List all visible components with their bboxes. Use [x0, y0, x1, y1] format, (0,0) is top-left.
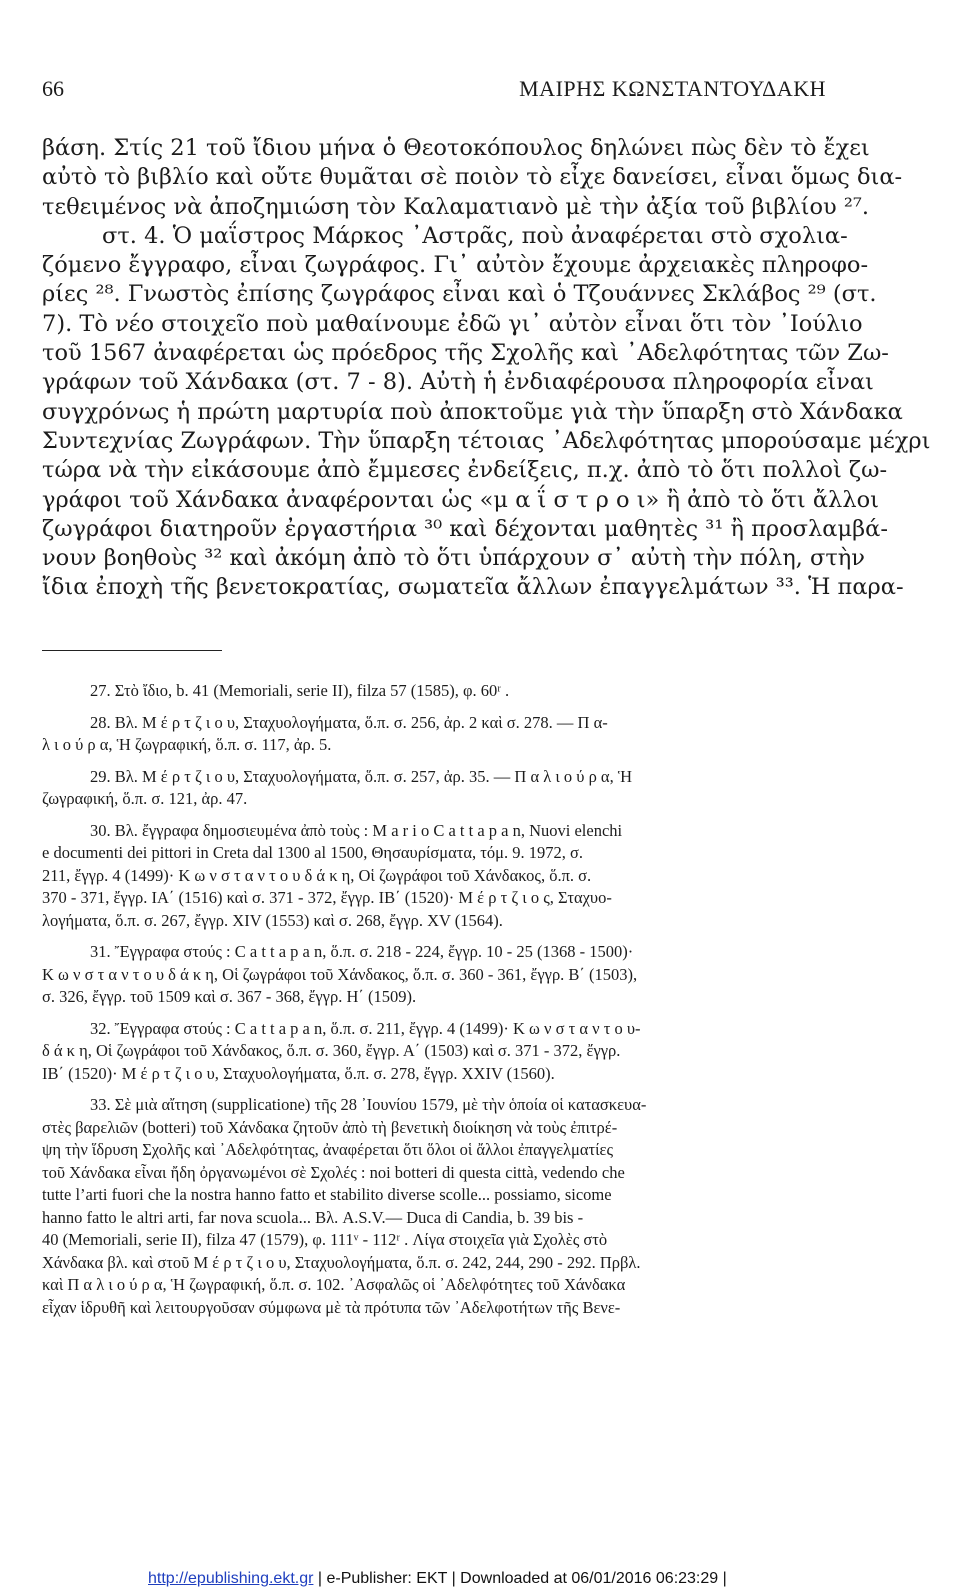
footer-text: | e-Publisher: EKT | Downloaded at 06/01/2016 06:23:29 | — [313, 1570, 727, 1587]
body-line: τώρα νὰ τὴν εἰκάσουμε ἀπὸ ἔμμεσες ἐνδείξεις, π.χ. ἀπὸ τὸ ὅτι πολλοὶ ζω- — [42, 457, 888, 484]
footnote-31 — [42, 941, 817, 1009]
footnote-divider — [42, 650, 222, 651]
footnote-line: Κ ω ν σ τ α ν τ ο υ δ ά κ η, Οἱ ζωγράφοι τοῦ Χάνδακος, ὅ.π. σ. 360 - 361, ἔγγρ. Β΄ (1503), — [42, 964, 638, 984]
footnote-33 — [42, 1094, 817, 1319]
footnote-line: e documenti dei pittori in Creta dal 1300 al 1500, Θησαυρίσματα, τόμ. 9. 1972, σ. — [42, 843, 584, 862]
footnote-line: 27. Στὸ ἴδιο, b. 41 (Memoriali, serie II), filza 57 (1585), φ. 60ʳ . — [90, 681, 510, 700]
body-text — [42, 134, 931, 603]
body-line: συγχρόνως ἡ πρώτη μαρτυρία ποὺ ἀποκτοῦμε γιὰ τὴν ὕπαρξη στὸ Χάνδακα — [42, 398, 903, 425]
footnotes — [42, 680, 817, 1319]
footnote-line: 33. Σὲ μιὰ αἴτηση (supplicatione) τῆς 28 ᾿Ιουνίου 1579, μὲ τὴν ὁποία οἱ κατασκευα- — [90, 1095, 647, 1114]
footnote-line: hanno fatto le altri arti, far nova scuola... Βλ. A.S.V.— Duca di Candia, b. 39 bis - — [42, 1207, 584, 1227]
epublishing-link[interactable]: http://epublishing.ekt.gr — [148, 1570, 314, 1587]
body-line: ρίες ²⁸. Γνωστὸς ἐπίσης ζωγράφος εἶναι καὶ ὁ Τζουάννες Σκλάβος ²⁹ (στ. — [42, 281, 877, 308]
body-line: γράφοι τοῦ Χάνδακα ἀναφέρονται ὡς «μ α ΐ σ τ ρ ο ι» ἢ ἀπὸ τὸ ὅτι ἄλλοι — [42, 486, 879, 513]
footnote-line: 31. Ἔγγραφα στούς : C a t t a p a n, ὅ.π. σ. 218 - 224, ἔγγρ. 10 - 25 (1368 - 1500)· — [90, 942, 634, 961]
body-line: Συντεχνίας Ζωγράφων. Τὴν ὕπαρξη τέτοιας ᾿Αδελφότητας μπορούσαμε μέχρι — [42, 427, 931, 454]
body-line: αὐτὸ τὸ βιβλίο καὶ οὔτε θυμᾶται σὲ ποιὸν τὸ εἶχε δανείσει, εἶναι ὅμως δια- — [42, 164, 903, 191]
body-line: νουν βοηθοὺς ³² καὶ ἀκόμη ἀπὸ τὸ ὅτι ὑπάρχουν σ᾿ αὐτὴ τὴν πόλη, στὴν — [42, 545, 865, 572]
footnote-28 — [42, 712, 817, 757]
footnote-line: 40 (Memoriali, serie II), filza 47 (1579), φ. 111ᵛ - 112ʳ . Λίγα στοιχεῖα γιὰ Σχολὲς στὸ — [42, 1230, 608, 1249]
body-line: ἴδια ἐποχὴ τῆς βενετοκρατίας, σωματεῖα ἄλλων ἐπαγγελμάτων ³³. Ἡ παρα- — [42, 574, 904, 601]
footnote-line: 28. Βλ. Μ έ ρ τ ζ ι ο υ, Σταχυολογήματα, ὅ.π. σ. 256, ἀρ. 2 καὶ σ. 278. — Π α- — [90, 712, 608, 732]
body-line: τεθειμένος νὰ ἀποζημιώση τὸν Καλαματιανὸ μὲ τὴν ἀξία τοῦ βιβλίου ²⁷. — [42, 193, 870, 220]
footnote-line: ζωγραφική, ὅ.π. σ. 121, ἀρ. 47. — [42, 789, 248, 808]
footnote-27 — [42, 680, 817, 703]
body-line: βάση. Στίς 21 τοῦ ἴδιου μήνα ὁ Θεοτοκόπουλος δηλώνει πὼς δὲν τὸ ἔχει — [42, 135, 870, 161]
body-line: ζόμενο ἔγγραφο, εἶναι ζωγράφος. Γι᾿ αὐτὸν ἔχουμε ἀρχειακὲς πληροφο- — [42, 252, 869, 279]
body-line: τοῦ 1567 ἀναφέρεται ὡς πρόεδρος τῆς Σχολῆς καὶ ᾿Αδελφότητας τῶν Ζω- — [42, 340, 889, 367]
page-number: 66 — [42, 76, 64, 101]
running-head: ΜΑΙΡΗΣ ΚΩΝΣΤΑΝΤΟΥΔΑΚΗ — [519, 76, 826, 101]
footnote-line: καὶ Π α λ ι ο ύ ρ α, Ἡ ζωγραφική, ὅ.π. σ. 102. ᾿Ασφαλῶς οἱ ᾿Αδελφότητες τοῦ Χάνδακα — [42, 1275, 626, 1294]
footnote-line: ΙΒ΄ (1520)· Μ έ ρ τ ζ ι ο υ, Σταχυολογήματα, ὅ.π. σ. 278, ἔγγρ. XXIV (1560). — [42, 1063, 555, 1083]
footnote-29 — [42, 766, 817, 811]
body-line: γράφων τοῦ Χάνδακα (στ. 7 - 8). Αὐτὴ ἡ ἐνδιαφέρουσα πληροφορία εἶναι — [42, 369, 874, 396]
footnote-32 — [42, 1018, 817, 1086]
footnote-line: στὲς βαρελιῶν (botteri) τοῦ Χάνδακα ζητοῦν ἀπὸ τὴ βενετικὴ διοίκηση νὰ τοὺς ἐπιτρέ- — [42, 1117, 618, 1137]
footnote-line: δ ά κ η, Οἱ ζωγράφοι τοῦ Χάνδακος, ὅ.π. σ. 360, ἔγγρ. Α΄ (1503) καὶ σ. 371 - 372, ἔγγρ. — [42, 1041, 621, 1060]
footnote-line: τοῦ Χάνδακα εἶναι ἤδη ὀργανωμένοι σὲ Σχολές : noi botteri di questa città, vedendo che — [42, 1162, 625, 1182]
footnote-line: σ. 326, ἔγγρ. τοῦ 1509 καὶ σ. 367 - 368, ἔγγρ. Η΄ (1509). — [42, 987, 417, 1006]
footnote-line: 370 - 371, ἔγγρ. ΙΑ΄ (1516) καὶ σ. 371 - 372, ἔγγρ. ΙΒ΄ (1520)· Μ έ ρ τ ζ ι ο ς, Σταχυο- — [42, 888, 612, 907]
footnote-line: λογήματα, ὅ.π. σ. 267, ἔγγρ. XIV (1553) καὶ σ. 268, ἔγγρ. XV (1564). — [42, 910, 503, 930]
footnote-30 — [42, 820, 817, 933]
footnote-line: 30. Βλ. ἔγγραφα δημοσιευμένα ἀπὸ τοὺς : M a r i o C a t t a p a n, Nuovi elenchi — [90, 820, 623, 840]
footnote-line: εἶχαν ἱδρυθῆ καὶ λειτουργοῦσαν σύμφωνα μὲ τὰ πρότυπα τῶν ᾿Αδελφοτήτων τῆς Βενε- — [42, 1297, 621, 1317]
footnote-line: 29. Βλ. Μ έ ρ τ ζ ι ο υ, Σταχυολογήματα, ὅ.π. σ. 257, ἀρ. 35. — Π α λ ι ο ύ ρ α, Ἡ — [90, 766, 633, 786]
body-line: ζωγράφοι διατηροῦν ἐργαστήρια ³⁰ καὶ δέχονται μαθητὲς ³¹ ἢ προσλαμβά- — [42, 515, 888, 542]
footnote-line: 32. Ἔγγραφα στούς : C a t t a p a n, ὅ.π. σ. 211, ἔγγρ. 4 (1499)· Κ ω ν σ τ α ν τ ο υ- — [90, 1018, 641, 1038]
body-line: 7). Τὸ νέο στοιχεῖο ποὺ μαθαίνουμε ἐδῶ γι᾿ αὐτὸν εἶναι ὅτι τὸν ᾿Ιούλιο — [42, 310, 863, 337]
page-header — [42, 76, 826, 110]
footnote-line: tutte l’arti fuori che la nostra hanno fatto et stabilito diverse scolle... possiamo, sicome — [42, 1185, 612, 1204]
download-footer — [148, 1570, 727, 1590]
footnote-line: λ ι ο ύ ρ α, Ἡ ζωγραφική, ὅ.π. σ. 117, ἀρ. 5. — [42, 735, 332, 754]
footnote-line: Χάνδακα βλ. καὶ στοῦ Μ έ ρ τ ζ ι ο υ, Σταχυολογήματα, ὅ.π. σ. 242, 244, 290 - 292. Πρβλ. — [42, 1252, 641, 1272]
footnote-line: ψη τὴν ἵδρυση Σχολῆς καὶ ᾿Αδελφότητας, ἀναφέρεται ὅτι ὅλοι οἱ ἄλλοι ἐπαγγελματίες — [42, 1140, 614, 1159]
body-line: στ. 4. Ὁ μαΐστρος Μάρκος ᾿Αστρᾶς, ποὺ ἀναφέρεται στὸ σχολια- — [102, 222, 848, 249]
footnote-line: 211, ἔγγρ. 4 (1499)· Κ ω ν σ τ α ν τ ο υ δ ά κ η, Οἱ ζωγράφοι τοῦ Χάνδακος, ὅ.π. σ. — [42, 865, 592, 885]
